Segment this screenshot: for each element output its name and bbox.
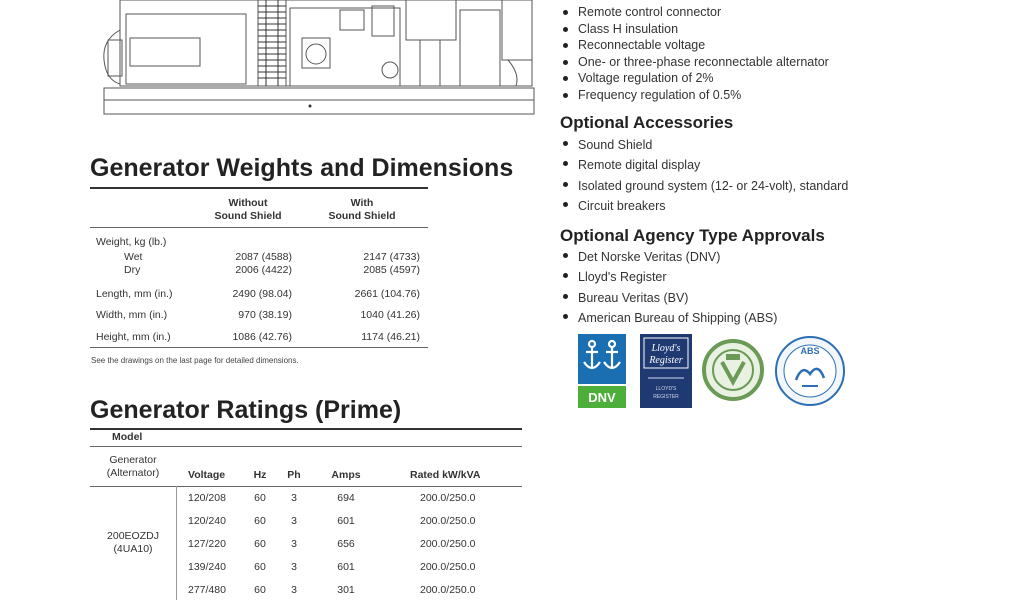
- lloyds-register-logo: [640, 334, 692, 408]
- rating-voltage: 120/240: [188, 515, 226, 527]
- ratings-section-title: Generator Ratings (Prime): [90, 396, 402, 424]
- rating-amps: 694: [337, 492, 355, 504]
- model-line2: (4UA10): [113, 543, 153, 555]
- feature-item: Frequency regulation of 0.5%: [560, 87, 829, 104]
- weights-footnote: See the drawings on the last page for detailed dimensions.: [91, 356, 299, 365]
- lloyds-logo-line1: Lloyd's: [651, 343, 681, 354]
- approvals-title: Optional Agency Type Approvals: [560, 226, 825, 245]
- ratings-header-ph: Ph: [287, 469, 301, 481]
- rating-kw: 200.0/250.0: [420, 515, 476, 527]
- weights-section-title: Generator Weights and Dimensions: [90, 154, 514, 182]
- rating-kw: 200.0/250.0: [420, 492, 476, 504]
- col2-header-line1: With: [350, 197, 374, 209]
- generator-drawing: [90, 0, 540, 118]
- approval-item: Bureau Veritas (BV): [560, 288, 777, 308]
- rating-amps: 656: [337, 538, 355, 550]
- rating-ph: 3: [291, 492, 297, 504]
- weights-row-label: Length, mm (in.): [96, 288, 173, 300]
- weights-row-value: 2147 (4733): [363, 251, 420, 263]
- weights-row-value: 1174 (46.21): [361, 331, 420, 343]
- rating-hz: 60: [254, 492, 266, 504]
- accessory-item: Sound Shield: [560, 135, 848, 155]
- rating-hz: 60: [254, 538, 266, 550]
- ratings-header-kw: Rated kW/kVA: [410, 469, 481, 481]
- generator-label-line1: Generator: [109, 454, 157, 466]
- abs-logo: [772, 334, 848, 408]
- rating-kw: 200.0/250.0: [420, 584, 476, 596]
- rating-voltage: 127/220: [188, 538, 226, 550]
- rating-ph: 3: [291, 538, 297, 550]
- features-list: [560, 4, 829, 104]
- weights-row-value: 1086 (42.76): [232, 331, 292, 343]
- lloyds-logo-line2: Register: [649, 355, 683, 366]
- weights-top-rule: [90, 187, 428, 189]
- accessory-item: Remote digital display: [560, 155, 848, 175]
- accessories-list: [560, 135, 848, 216]
- model-line1: 200EOZDJ: [107, 530, 159, 542]
- rating-voltage: 139/240: [188, 561, 226, 573]
- accessories-title: Optional Accessories: [560, 113, 734, 132]
- rating-amps: 601: [337, 561, 355, 573]
- ratings-model-rule: [90, 446, 522, 447]
- weights-row-value: 2087 (4588): [235, 251, 292, 263]
- weights-row-value: 2006 (4422): [235, 264, 292, 276]
- weights-row-value: 970 (38.19): [238, 309, 292, 321]
- weights-row-label: Wet: [124, 251, 143, 263]
- rating-ph: 3: [291, 584, 297, 596]
- approval-item: American Bureau of Shipping (ABS): [560, 308, 777, 328]
- ratings-header-voltage: Voltage: [188, 469, 226, 481]
- weights-header-rule: [90, 227, 428, 228]
- rating-ph: 3: [291, 515, 297, 527]
- rating-amps: 601: [337, 515, 355, 527]
- feature-item: Remote control connector: [560, 4, 829, 21]
- ratings-header-rule: [90, 486, 522, 487]
- rating-voltage: 277/480: [188, 584, 226, 596]
- rating-hz: 60: [254, 561, 266, 573]
- col2-header-line2: Sound Shield: [328, 210, 396, 222]
- accessory-item: Isolated ground system (12- or 24-volt), standard: [560, 176, 848, 196]
- rating-voltage: 120/208: [188, 492, 226, 504]
- weights-row-value: 2085 (4597): [363, 264, 420, 276]
- feature-item: Class H insulation: [560, 21, 829, 38]
- weights-row-value: 1040 (41.26): [360, 309, 420, 321]
- weights-col1-header: [200, 197, 296, 223]
- ratings-header-amps: Amps: [331, 469, 361, 481]
- approval-item: Lloyd's Register: [560, 267, 777, 287]
- col1-header-line2: Sound Shield: [214, 210, 282, 222]
- rating-hz: 60: [254, 584, 266, 596]
- dnv-logo: [578, 334, 626, 408]
- weights-col2-header: [314, 197, 410, 223]
- bureau-veritas-logo: [702, 332, 764, 408]
- lloyds-logo-small2: REGISTER: [653, 394, 679, 400]
- feature-item: Reconnectable voltage: [560, 37, 829, 54]
- rating-hz: 60: [254, 515, 266, 527]
- rating-ph: 3: [291, 561, 297, 573]
- approval-item: Det Norske Veritas (DNV): [560, 247, 777, 267]
- ratings-column-divider: [176, 486, 177, 600]
- col1-header-line1: Without: [228, 197, 268, 209]
- accessory-item: Circuit breakers: [560, 196, 848, 216]
- generator-label-line2: (Alternator): [106, 467, 160, 479]
- weights-row-label: Dry: [124, 264, 141, 276]
- feature-item: One- or three-phase reconnectable alternator: [560, 54, 829, 71]
- lloyds-logo-small1: LLOYD'S: [655, 386, 677, 392]
- ratings-header-hz: Hz: [253, 469, 267, 481]
- ratings-generator-label: [92, 454, 174, 480]
- ratings-model-cell: [92, 530, 174, 556]
- weights-row-label: Width, mm (in.): [96, 309, 168, 321]
- approvals-list: [560, 247, 777, 328]
- weights-row-label: Height, mm (in.): [96, 331, 171, 343]
- ratings-model-label: Model: [112, 431, 143, 443]
- rating-amps: 301: [337, 584, 355, 596]
- feature-item: Voltage regulation of 2%: [560, 70, 829, 87]
- ratings-top-rule: [90, 428, 522, 430]
- rating-kw: 200.0/250.0: [420, 538, 476, 550]
- weight-label: Weight, kg (lb.): [96, 236, 167, 248]
- weights-bottom-rule: [90, 347, 428, 348]
- weights-row-value: 2661 (104.76): [354, 288, 420, 300]
- dnv-logo-text: DNV: [588, 390, 616, 405]
- abs-logo-text: ABS: [800, 346, 820, 356]
- rating-kw: 200.0/250.0: [420, 561, 476, 573]
- weights-row-value: 2490 (98.04): [232, 288, 292, 300]
